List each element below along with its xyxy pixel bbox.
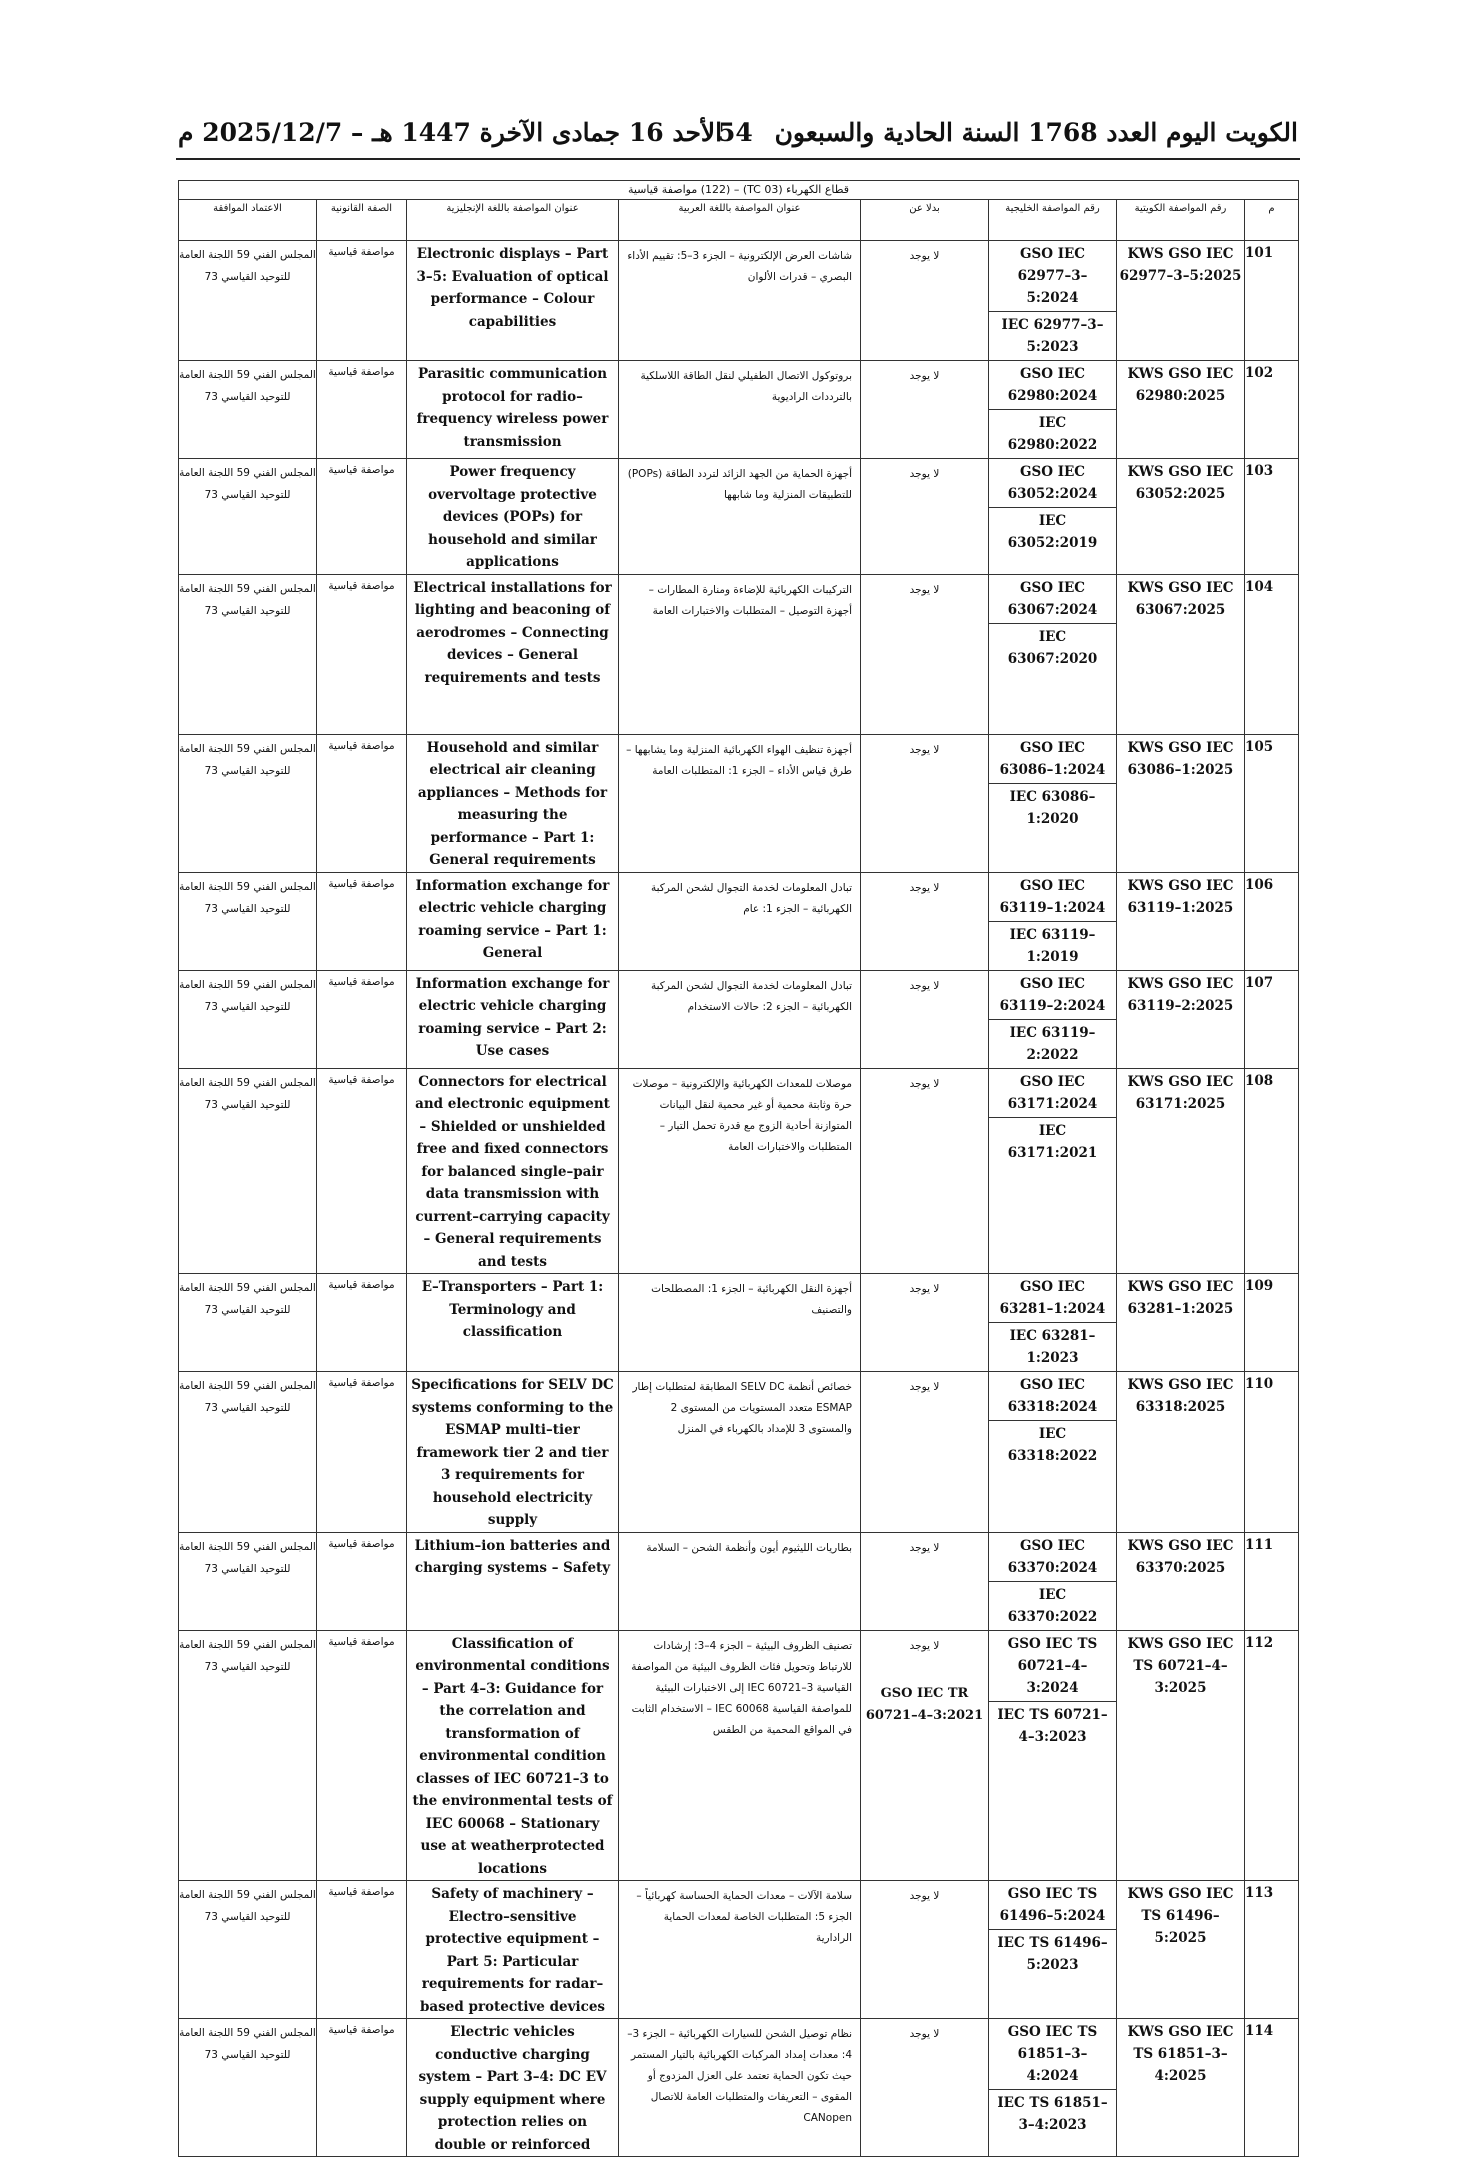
- legal-status: مواصفة قياسية: [317, 574, 407, 734]
- column-header-row: [179, 200, 1299, 241]
- table-row: [179, 970, 1299, 1068]
- kws-standard-number: KWS GSO IEC TS 60721–4– 3:2025: [1117, 1630, 1245, 1881]
- english-title: Lithium–ion batteries and charging systems – Safety: [407, 1532, 619, 1630]
- col-header-approval: الاعتماد الموافقة: [179, 200, 317, 241]
- arabic-title: سلامة الآلات – معدات الحماية الحساسة كهربائياً – الجزء 5: المتطلبات الخاصة لمعدات الحماية الرادارية: [619, 1881, 861, 2019]
- approval: المجلس الفني 59 اللجنة العامة للتوحيد القياسي 73: [179, 1532, 317, 1630]
- iec-standard-number: IEC 63086– 1:2020: [989, 783, 1116, 832]
- table-row: [179, 1630, 1299, 1881]
- row-number: 109: [1245, 1274, 1299, 1372]
- table-row: [179, 2019, 1299, 2157]
- iec-standard-number: IEC 63067:2020: [989, 623, 1116, 672]
- row-number: 114: [1245, 2019, 1299, 2157]
- col-header-replaces: بدلا عن: [861, 200, 989, 241]
- kws-standard-number: KWS GSO IEC 63119–1:2025: [1117, 872, 1245, 970]
- kws-standard-number: KWS GSO IEC 63119–2:2025: [1117, 970, 1245, 1068]
- english-title: Classification of environmental conditions – Part 4–3: Guidance for the correlation and transformation of environmental condition classes of IEC 60721–3 to the environmental tests of IEC 60068 – Stationary use at weatherprotected locations: [407, 1630, 619, 1881]
- replaces-text: لا يوجد: [909, 1381, 940, 1393]
- english-title: Power frequency overvoltage protective devices (POPs) for household and similar applications: [407, 459, 619, 575]
- row-number: 113: [1245, 1881, 1299, 2019]
- gso-standard-cell: [989, 970, 1117, 1068]
- iec-standard-number: IEC TS 60721– 4–3:2023: [989, 1701, 1116, 1750]
- row-number: 111: [1245, 1532, 1299, 1630]
- approval: المجلس الفني 59 اللجنة العامة للتوحيد القياسي 73: [179, 2019, 317, 2157]
- arabic-title: بروتوكول الاتصال الطفيلي لنقل الطاقة اللاسلكية بالترددات الراديوية: [619, 361, 861, 459]
- iec-standard-number: IEC 63052:2019: [989, 507, 1116, 556]
- english-title: Connectors for electrical and electronic equipment – Shielded or unshielded free and fixed connectors for balanced single–pair data transmission with current–carrying capacity – General requirements and tests: [407, 1068, 619, 1274]
- table-row: [179, 361, 1299, 459]
- row-number: 102: [1245, 361, 1299, 459]
- row-number: 104: [1245, 574, 1299, 734]
- arabic-title: تبادل المعلومات لخدمة التجوال لشحن المركبة الكهربائية – الجزء 1: عام: [619, 872, 861, 970]
- iec-standard-number: IEC 63370:2022: [989, 1581, 1116, 1630]
- page-header: [178, 118, 1298, 162]
- approval: المجلس الفني 59 اللجنة العامة للتوحيد القياسي 73: [179, 241, 317, 361]
- replaces-text: لا يوجد: [909, 743, 940, 756]
- table-row: [179, 574, 1299, 734]
- row-number: 101: [1245, 241, 1299, 361]
- replaces-text: لا يوجد: [909, 979, 940, 992]
- table-row: [179, 734, 1299, 872]
- kws-standard-number: KWS GSO IEC 63370:2025: [1117, 1532, 1245, 1630]
- english-title: Specifications for SELV DC systems conforming to the ESMAP multi–tier framework tier 2 and tier 3 requirements for household electricity supply: [407, 1372, 619, 1533]
- approval: المجلس الفني 59 اللجنة العامة للتوحيد القياسي 73: [179, 1068, 317, 1274]
- gso-standard-number: GSO IEC 63067:2024: [1007, 579, 1098, 618]
- gso-standard-number: GSO IEC 63370:2024: [1007, 1537, 1098, 1576]
- arabic-title: خصائص أنظمة SELV DC المطابقة لمتطلبات إطار ESMAP متعدد المستويات من المستوى 2 والمستوى 3 للإمداد بالكهرباء في المنزل: [619, 1372, 861, 1533]
- approval: المجلس الفني 59 اللجنة العامة للتوحيد القياسي 73: [179, 1372, 317, 1533]
- replaces-text: لا يوجد: [909, 1077, 940, 1090]
- gso-standard-cell: [989, 1274, 1117, 1372]
- replaces-text: لا يوجد: [909, 1890, 940, 1902]
- legal-status: مواصفة قياسية: [317, 361, 407, 459]
- replaces-cell: [861, 361, 989, 459]
- arabic-title: موصلات للمعدات الكهربائية والإلكترونية – موصلات حرة وثابتة محمية أو غير محمية لنقل البيانات المتوازنة أحادية الزوج مع قدرة تحمل التيار – المتطلبات والاختبارات العامة: [619, 1068, 861, 1274]
- arabic-title: بطاريات الليثيوم أيون وأنظمة الشحن – السلامة: [619, 1532, 861, 1630]
- kws-standard-number: KWS GSO IEC TS 61851–3– 4:2025: [1117, 2019, 1245, 2157]
- replaces-cell: [861, 2019, 989, 2157]
- row-number: 107: [1245, 970, 1299, 1068]
- col-header-kws: رقم المواصفة الكويتية: [1117, 200, 1245, 241]
- iec-standard-number: IEC 63119– 2:2022: [989, 1019, 1116, 1068]
- gso-standard-number: GSO IEC 63052:2024: [1007, 464, 1098, 502]
- row-number: 110: [1245, 1372, 1299, 1533]
- gso-standard-number: GSO IEC 63086–1:2024: [999, 739, 1106, 778]
- gso-standard-number: GSO IEC 63171:2024: [1007, 1073, 1098, 1112]
- arabic-title: أجهزة النقل الكهربائية – الجزء 1: المصطلحات والتصنيف: [619, 1274, 861, 1372]
- gso-standard-cell: [989, 1630, 1117, 1881]
- legal-status: مواصفة قياسية: [317, 459, 407, 575]
- col-header-num: م: [1245, 200, 1299, 241]
- kws-standard-number: KWS GSO IEC 63318:2025: [1117, 1372, 1245, 1533]
- gso-standard-number: GSO IEC TS 61496–5:2024: [999, 1886, 1106, 1924]
- legal-status: مواصفة قياسية: [317, 1532, 407, 1630]
- arabic-title: تصنيف الظروف البيئية – الجزء 4–3: إرشادات للارتباط وتحويل فئات الظروف البيئية من المواصفة القياسية IEC 60721–3 إلى الاختبارات البيئية للمواصفة القياسية IEC 60068 – الاستخدام الثابت في المواقع المحمية من الطقس: [619, 1630, 861, 1881]
- gso-standard-number: GSO IEC 62977–3–5:2024: [1017, 246, 1088, 306]
- legal-status: مواصفة قياسية: [317, 1372, 407, 1533]
- replaces-text: لا يوجد: [909, 1283, 940, 1295]
- legal-status: مواصفة قياسية: [317, 970, 407, 1068]
- gso-standard-cell: [989, 1881, 1117, 2019]
- legal-status: مواصفة قياسية: [317, 1274, 407, 1372]
- english-title: Electrical installations for lighting and beaconing of aerodromes – Connecting devices – General requirements and tests: [407, 574, 619, 734]
- row-number: 112: [1245, 1630, 1299, 1881]
- replaces-cell: [861, 1532, 989, 1630]
- kws-standard-number: KWS GSO IEC 63171:2025: [1117, 1068, 1245, 1274]
- table-row: [179, 1068, 1299, 1274]
- replaces-text: لا يوجد: [909, 370, 940, 382]
- header-date: الأحد 16 جمادى الآخرة 1447 هـ – 2025/12/7 م: [178, 118, 723, 147]
- arabic-title: تبادل المعلومات لخدمة التجوال لشحن المركبة الكهربائية – الجزء 2: حالات الاستخدام: [619, 970, 861, 1068]
- iec-standard-number: IEC 63171:2021: [989, 1117, 1116, 1166]
- gso-standard-number: GSO IEC 63119–2:2024: [999, 975, 1106, 1014]
- gso-standard-number: GSO IEC 62980:2024: [1007, 366, 1098, 404]
- legal-status: مواصفة قياسية: [317, 2019, 407, 2157]
- replaces-cell: [861, 459, 989, 575]
- replaces-cell: [861, 1881, 989, 2019]
- approval: المجلس الفني 59 اللجنة العامة للتوحيد القياسي 73: [179, 361, 317, 459]
- gso-standard-cell: [989, 1068, 1117, 1274]
- col-header-gso: رقم المواصفة الخليجية: [989, 200, 1117, 241]
- iec-standard-number: IEC TS 61496– 5:2023: [989, 1929, 1116, 1978]
- legal-status: مواصفة قياسية: [317, 734, 407, 872]
- table-row: [179, 1881, 1299, 2019]
- col-header-english-title: عنوان المواصفة باللغة الإنجليزية: [407, 200, 619, 241]
- table-row: [179, 1274, 1299, 1372]
- row-number: 106: [1245, 872, 1299, 970]
- sector-title: قطاع الكهرباء (TC 03) – (122) مواصفة قياسية: [179, 181, 1299, 200]
- english-title: Household and similar electrical air cleaning appliances – Methods for measuring the performance – Part 1: General requirements: [407, 734, 619, 872]
- kws-standard-number: KWS GSO IEC 62977–3–5:2025: [1117, 241, 1245, 361]
- replaces-cell: [861, 1068, 989, 1274]
- replaces-cell: [861, 734, 989, 872]
- english-title: Parasitic communication protocol for radio–frequency wireless power transmission: [407, 361, 619, 459]
- page-number: 54: [718, 118, 753, 147]
- replaced-standard-code: GSO IEC TR 60721–4–3:2021: [865, 1685, 984, 1723]
- arabic-title: التركيبات الكهربائية للإضاءة ومنارة المطارات – أجهزة التوصيل – المتطلبات والاختبارات العامة: [619, 574, 861, 734]
- arabic-title: شاشات العرض الإلكترونية – الجزء 3–5: تقييم الأداء البصري – قدرات الألوان: [619, 241, 861, 361]
- english-title: Safety of machinery – Electro–sensitive protective equipment – Part 5: Particular requirements for radar–based protective devices: [407, 1881, 619, 2019]
- approval: المجلس الفني 59 اللجنة العامة للتوحيد القياسي 73: [179, 970, 317, 1068]
- replaces-cell: [861, 1630, 989, 1881]
- header-issue: الكويت اليوم العدد 1768 السنة الحادية والسبعون: [774, 118, 1298, 147]
- approval: المجلس الفني 59 اللجنة العامة للتوحيد القياسي 73: [179, 734, 317, 872]
- gso-standard-cell: [989, 1372, 1117, 1533]
- approval: المجلس الفني 59 اللجنة العامة للتوحيد القياسي 73: [179, 1274, 317, 1372]
- iec-standard-number: IEC TS 61851– 3–4:2023: [989, 2089, 1116, 2138]
- kws-standard-number: KWS GSO IEC 63086–1:2025: [1117, 734, 1245, 872]
- replaces-text: لا يوجد: [909, 583, 940, 596]
- kws-standard-number: KWS GSO IEC 63067:2025: [1117, 574, 1245, 734]
- replaces-text: لا يوجد: [909, 250, 940, 262]
- legal-status: مواصفة قياسية: [317, 872, 407, 970]
- gso-standard-number: GSO IEC 63318:2024: [1007, 1377, 1098, 1415]
- table-row: [179, 459, 1299, 575]
- iec-standard-number: IEC 63119– 1:2019: [989, 921, 1116, 970]
- english-title: E–Transporters – Part 1: Terminology and classification: [407, 1274, 619, 1372]
- iec-standard-number: IEC 62977–3– 5:2023: [989, 311, 1116, 360]
- approval: المجلس الفني 59 اللجنة العامة للتوحيد القياسي 73: [179, 574, 317, 734]
- kws-standard-number: KWS GSO IEC 62980:2025: [1117, 361, 1245, 459]
- row-number: 103: [1245, 459, 1299, 575]
- gso-standard-cell: [989, 574, 1117, 734]
- col-header-arabic-title: عنوان المواصفة باللغة العربية: [619, 200, 861, 241]
- legal-status: مواصفة قياسية: [317, 1881, 407, 2019]
- replaces-cell: [861, 1274, 989, 1372]
- english-title: Electric vehicles conductive charging system – Part 3–4: DC EV supply equipment where protection relies on double or reinforced: [407, 2019, 619, 2157]
- row-number: 108: [1245, 1068, 1299, 1274]
- gso-standard-cell: [989, 872, 1117, 970]
- replaces-text: لا يوجد: [909, 468, 940, 480]
- gso-standard-cell: [989, 734, 1117, 872]
- gso-standard-number: GSO IEC 63119–1:2024: [999, 877, 1106, 916]
- legal-status: مواصفة قياسية: [317, 241, 407, 361]
- iec-standard-number: IEC 63281– 1:2023: [989, 1322, 1116, 1371]
- replaces-cell: [861, 1372, 989, 1533]
- approval: المجلس الفني 59 اللجنة العامة للتوحيد القياسي 73: [179, 459, 317, 575]
- replaces-text: لا يوجد: [909, 1639, 940, 1652]
- gso-standard-cell: [989, 459, 1117, 575]
- table-row: [179, 241, 1299, 361]
- table-row: [179, 1532, 1299, 1630]
- table-row: [179, 872, 1299, 970]
- iec-standard-number: IEC 63318:2022: [989, 1420, 1116, 1469]
- replaces-cell: [861, 872, 989, 970]
- gso-standard-number: GSO IEC TS 61851–3–4:2024: [1007, 2024, 1098, 2084]
- approval: المجلس الفني 59 اللجنة العامة للتوحيد القياسي 73: [179, 1881, 317, 2019]
- kws-standard-number: KWS GSO IEC TS 61496– 5:2025: [1117, 1881, 1245, 2019]
- replaces-text: لا يوجد: [909, 881, 940, 894]
- gso-standard-cell: [989, 2019, 1117, 2157]
- gso-standard-number: GSO IEC TS 60721–4–3:2024: [1007, 1635, 1098, 1696]
- english-title: Information exchange for electric vehicle charging roaming service – Part 2: Use cases: [407, 970, 619, 1068]
- arabic-title: أجهزة تنظيف الهواء الكهربائية المنزلية وما يشابهها – طرق قياس الأداء – الجزء 1: المتطلبات العامة: [619, 734, 861, 872]
- english-title: Information exchange for electric vehicle charging roaming service – Part 1: General: [407, 872, 619, 970]
- english-title: Electronic displays – Part 3–5: Evaluation of optical performance – Colour capabilities: [407, 241, 619, 361]
- standards-table: [178, 180, 1299, 2157]
- gso-standard-cell: [989, 241, 1117, 361]
- arabic-title: أجهزة الحماية من الجهد الزائد لتردد الطاقة (POPs) للتطبيقات المنزلية وما شابهها: [619, 459, 861, 575]
- replaces-cell: [861, 241, 989, 361]
- kws-standard-number: KWS GSO IEC 63281–1:2025: [1117, 1274, 1245, 1372]
- legal-status: مواصفة قياسية: [317, 1630, 407, 1881]
- arabic-title: نظام توصيل الشحن للسيارات الكهربائية – الجزء 3–4: معدات إمداد المركبات الكهربائية بالتيار المستمر حيث تكون الحماية تعتمد على العزل المزدوج أو المقوى – التعريفات والمتطلبات العامة للاتصال CANopen: [619, 2019, 861, 2157]
- approval: المجلس الفني 59 اللجنة العامة للتوحيد القياسي 73: [179, 1630, 317, 1881]
- kws-standard-number: KWS GSO IEC 63052:2025: [1117, 459, 1245, 575]
- gso-standard-cell: [989, 1532, 1117, 1630]
- col-header-legal-status: الصفة القانونية: [317, 200, 407, 241]
- replaces-text: لا يوجد: [909, 1541, 940, 1554]
- replaces-text: لا يوجد: [909, 2028, 940, 2040]
- iec-standard-number: IEC 62980:2022: [989, 409, 1116, 458]
- row-number: 105: [1245, 734, 1299, 872]
- gso-standard-number: GSO IEC 63281–1:2024: [999, 1279, 1106, 1317]
- replaces-cell: [861, 970, 989, 1068]
- header-rule: [176, 158, 1300, 160]
- gso-standard-cell: [989, 361, 1117, 459]
- legal-status: مواصفة قياسية: [317, 1068, 407, 1274]
- approval: المجلس الفني 59 اللجنة العامة للتوحيد القياسي 73: [179, 872, 317, 970]
- table-row: [179, 1372, 1299, 1533]
- replaces-cell: [861, 574, 989, 734]
